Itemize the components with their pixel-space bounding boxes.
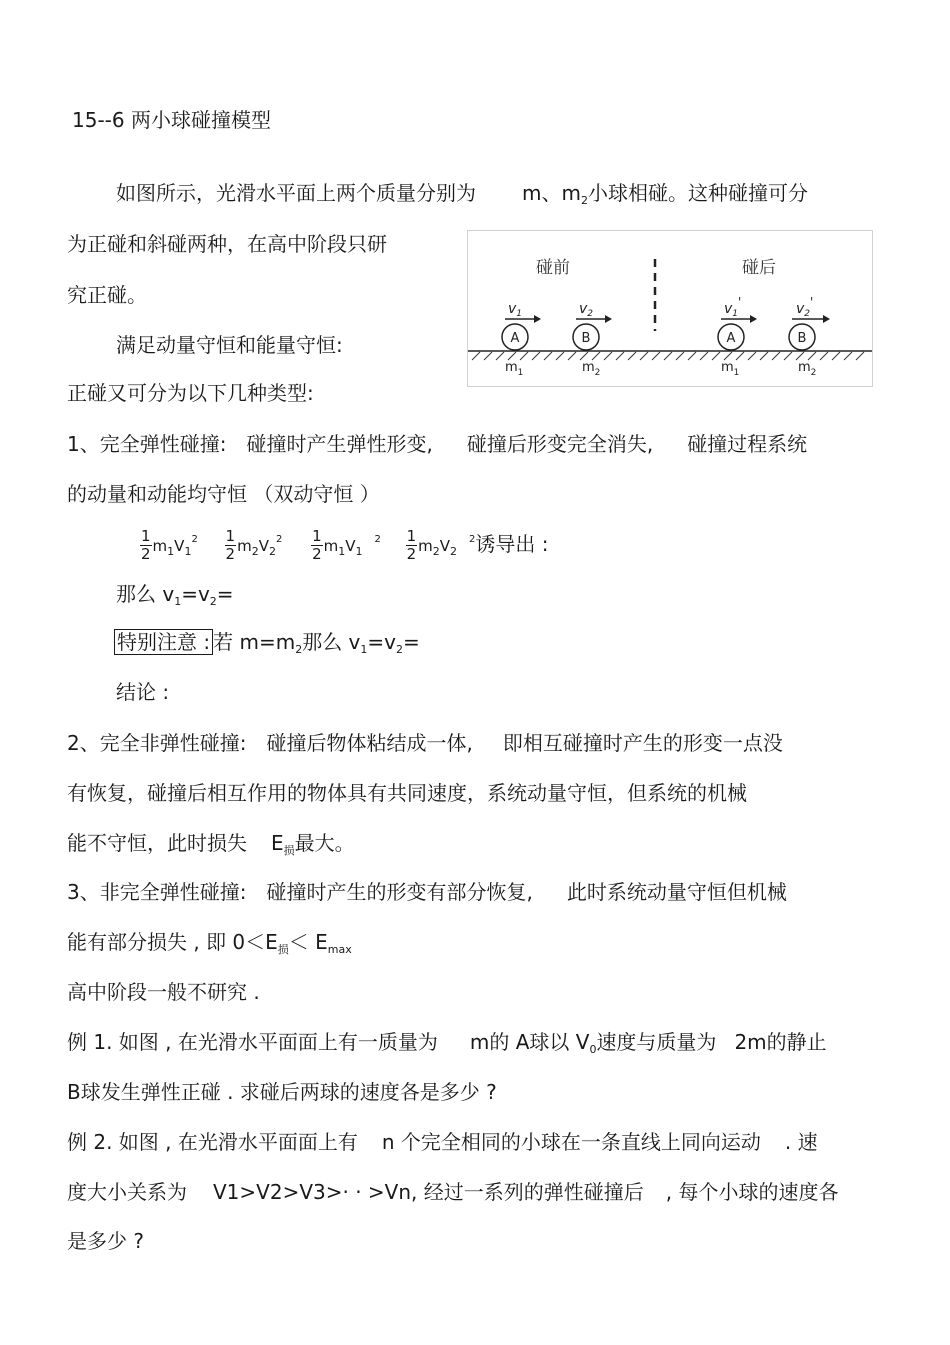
v1-prime-label: $v_1'$ bbox=[724, 295, 742, 319]
special-note-line: 特别注意 : 若 $m=m_2$那么 $v_1=v_2=$ bbox=[114, 630, 420, 658]
ball-a-label: A bbox=[726, 331, 736, 346]
ball-b-label: B bbox=[797, 331, 807, 346]
special-note-box: 特别注意 : bbox=[114, 629, 213, 655]
type3-line-2: 能有部分损失 , 即 $0<E_损< E_{max}$ bbox=[67, 930, 352, 956]
intro-text: 如图所示，光滑水平面上两个质量分别为 bbox=[116, 181, 476, 205]
types-intro: 正碰又可分为以下几种类型: bbox=[67, 381, 314, 405]
example1-line-2: B球发生弹性正碰 . 求碰后两球的速度各是多少 ? bbox=[67, 1080, 497, 1104]
term-m2v2: m bbox=[237, 537, 252, 555]
type2-heading: 2、完全非弹性碰撞: bbox=[67, 731, 247, 755]
after-label: 碰后 bbox=[742, 258, 776, 278]
type1-heading: 1、完全弹性碰撞: bbox=[67, 432, 227, 456]
type1-line-2: 的动量和动能均守恒 （双动守恒 ） bbox=[67, 482, 380, 506]
v2-prime-label: $v_2'$ bbox=[796, 295, 814, 319]
before-label: 碰前 bbox=[536, 258, 570, 278]
intro-text: 小球相碰。这种碰撞可分 bbox=[587, 181, 808, 205]
arrow-head-icon bbox=[823, 315, 830, 323]
arrow-head-icon bbox=[534, 315, 541, 323]
ground-hatching bbox=[472, 352, 864, 360]
collision-figure bbox=[467, 230, 873, 387]
type1-text: 碰撞过程系统 bbox=[687, 432, 808, 456]
term-m1v1-prime: m bbox=[323, 537, 339, 555]
term-m2v2-prime: m bbox=[418, 537, 433, 555]
type2-line-3: 能不守恒，此时损失 $E_损$最大。 bbox=[67, 831, 355, 857]
type1-line-1 bbox=[67, 432, 807, 456]
intro-line-2: 为正碰和斜碰两种，在高中阶段只研 bbox=[67, 232, 387, 256]
intro-line-1 bbox=[116, 181, 808, 209]
type3-heading: 3、非完全弹性碰撞: bbox=[67, 880, 247, 904]
m2-label: $m_2$ bbox=[798, 360, 817, 378]
m1-label: $m_1$ bbox=[505, 360, 524, 378]
m2-label: $m_2$ bbox=[582, 360, 601, 378]
m1-label: $m_1$ bbox=[721, 360, 740, 378]
intro-mass-label: m、m bbox=[522, 181, 581, 205]
arrow-head-icon bbox=[750, 315, 757, 323]
type3-line-3: 高中阶段一般不研究 . bbox=[67, 980, 260, 1004]
energy-formula: $\frac{1}{2}$ $m_1V_1^2$ $\frac{1}{2}$ $m_2V_2^2$ $\frac{1}{2}$ $m_1V_1^2$ $\frac{1}{2}$ $m_2V_2^2$诱导出 : bbox=[141, 527, 549, 563]
fraction-half: $\frac{1}{2}$ bbox=[312, 527, 322, 563]
fraction-half: $\frac{1}{2}$ bbox=[406, 527, 417, 563]
formula-tail: 诱导出 : bbox=[475, 532, 549, 556]
conclusion-label: 结论 : bbox=[116, 680, 170, 704]
fraction-half: $\frac{1}{2}$ bbox=[225, 527, 236, 563]
page-title: 15--6 两小球碰撞模型 bbox=[72, 108, 271, 132]
type1-text: 碰撞时产生弹性形变, bbox=[246, 432, 433, 456]
term-m1v1: m bbox=[152, 537, 168, 555]
ball-b-label: B bbox=[581, 331, 591, 346]
fraction-half: $\frac{1}{2}$ bbox=[141, 527, 151, 563]
ball-a-label: A bbox=[510, 331, 520, 346]
then-line: 那么 $v_1=v_2=$ bbox=[116, 582, 234, 608]
type3-line-1: 3、非完全弹性碰撞: 碰撞时产生的形变有部分恢复, 此时系统动量守恒但机械 bbox=[67, 880, 787, 904]
type2-line-2: 有恢复，碰撞后相互作用的物体具有共同速度，系统动量守恒，但系统的机械 bbox=[67, 781, 747, 805]
type2-line-1: 2、完全非弹性碰撞: 碰撞后物体粘结成一体, 即相互碰撞时产生的形变一点没 bbox=[67, 731, 783, 755]
example2-line-1: 例 2. 如图 , 在光滑水平面面上有 n 个完全相同的小球在一条直线上同向运动 . 速 bbox=[67, 1130, 818, 1154]
mass-subscript: 2 bbox=[580, 194, 588, 207]
v1-label: $v_1$ bbox=[508, 301, 523, 319]
conservation-statement: 满足动量守恒和能量守恒: bbox=[116, 333, 343, 357]
example2-line-2: 度大小关系为 V1>V2>V3>· · >Vn, 经过一系列的弹性碰撞后 , 每个小球的速度各 bbox=[67, 1180, 839, 1204]
type1-text: 碰撞后形变完全消失, bbox=[466, 432, 654, 456]
v2-label: $v_2$ bbox=[579, 301, 594, 319]
example1-line-1: 例 1. 如图 , 在光滑水平面面上有一质量为 m的 A球以 $V_0$速度与质量为 2m的静止 bbox=[67, 1030, 827, 1056]
arrow-head-icon bbox=[605, 315, 612, 323]
collision-diagram bbox=[468, 231, 872, 386]
example2-line-3: 是多少 ? bbox=[67, 1229, 144, 1253]
intro-line-3: 究正碰。 bbox=[67, 283, 147, 307]
